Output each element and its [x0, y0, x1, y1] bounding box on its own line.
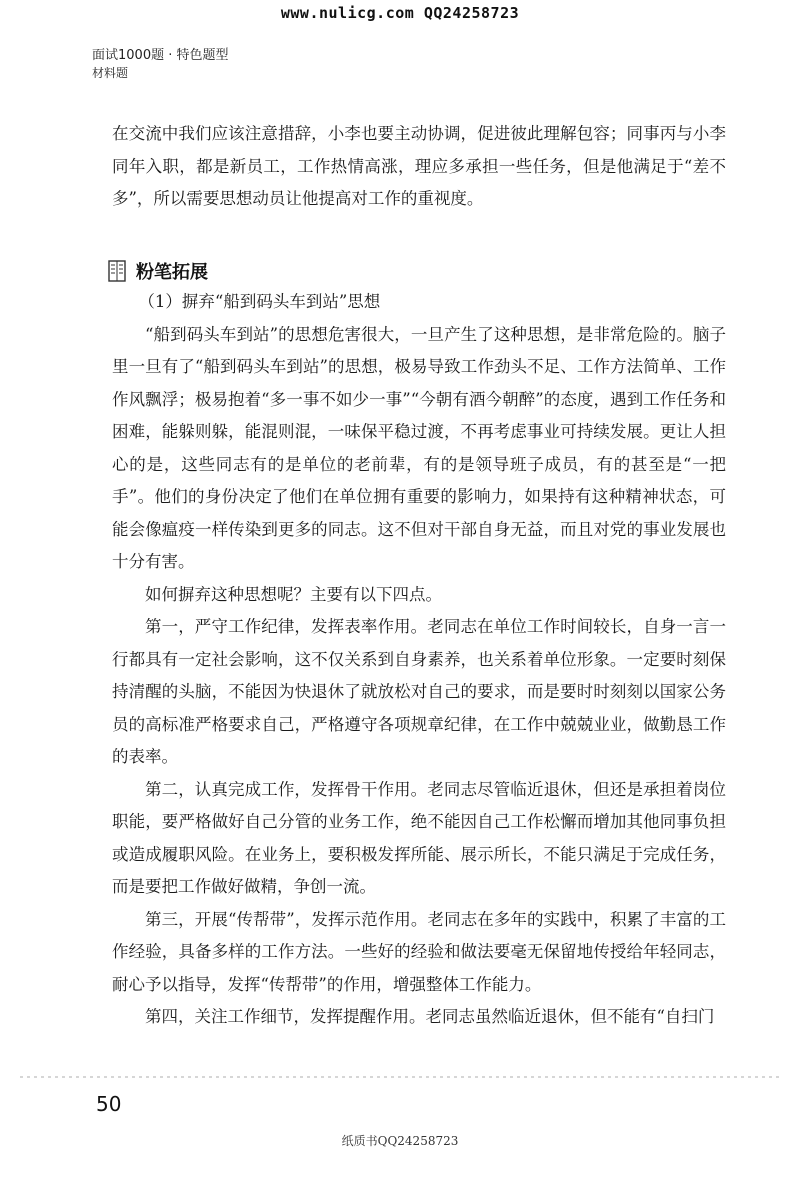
subheading-1: （1）摒弃“船到码头车到站”思想: [138, 292, 381, 311]
chalk-book-icon: [108, 260, 126, 282]
footer-watermark: 纸质书QQ24258723: [341, 1134, 459, 1148]
paragraph: 第一，严守工作纪律，发挥表率作用。老同志在单位工作时间较长，自身一言一行都具有一定社会影响，这不仅关系到自身素养，也关系着单位形象。一定要时刻保持清醒的头脑，不能因为快退休了就放松对自己的要求，而是要时时刻刻以国家公务员的高标准严格要求自己，严格遵守各项规章纪律，在工作中兢兢业业，做勤恳工作的表率。: [112, 617, 726, 766]
watermark-url: www.nulicg.com QQ24258723: [280, 4, 520, 22]
continuation-text: [112, 118, 726, 216]
continuation-paragraph: 在交流中我们应该注意措辞，小李也要主动协调，促进彼此理解包容；同事丙与小李同年入职，都是新员工，工作热情高涨，理应多承担一些任务，但是他满足于“差不多”，所以需要思想动员让他提高对工作的重视度。: [112, 124, 726, 208]
paragraph: 第四，关注工作细节，发挥提醒作用。老同志虽然临近退休，但不能有“自扫门: [145, 1007, 715, 1026]
scan-artifact-line: [20, 1076, 780, 1078]
paragraph: 如何摒弃这种思想呢？主要有以下四点。: [145, 584, 442, 604]
subsection-label: 材料题: [92, 66, 129, 80]
section-heading: [108, 258, 208, 284]
paragraph: 第二，认真完成工作，发挥骨干作用。老同志尽管临近退休，但还是承担着岗位职能，要严格做好自己分管的业务工作，绝不能因自己工作松懈而增加其他同事负担或造成履职风险。在业务上，要积极发挥所能、展示所长，不能只满足于完成任务，而是要把工作做好做精，争创一流。: [112, 779, 726, 896]
page-number: 50: [96, 1092, 122, 1116]
book-series-title: 面试1000题 · 特色题型: [92, 48, 229, 63]
section-title: 粉笔拓展: [136, 262, 208, 283]
paragraph: “船到码头车到站”的思想危害很大，一旦产生了这种思想，是非常危险的。脑子里一旦有了“船到码头车到站”的思想，极易导致工作劲头不足、工作方法简单、工作作风飘浮；极易抱着“多一事不如少一事”“今朝有酒今朝醉”的态度，遇到工作任务和困难，能躲则躲，能混则混，一味保平稳过渡，不再考虑事业可持续发展。更让人担心的是，这些同志有的是单位的老前辈，有的是领导班子成员，有的甚至是“一把手”。他们的身份决定了他们在单位拥有重要的影响力，如果持有这种精神状态，可能会像瘟疫一样传染到更多的同志。这不但对干部自身无益，而且对党的事业发展也十分有害。: [112, 324, 726, 571]
expansion-body: [112, 286, 726, 1034]
paragraph: 第三，开展“传帮带”，发挥示范作用。老同志在多年的实践中，积累了丰富的工作经验，具备多样的工作方法。一些好的经验和做法要毫无保留地传授给年轻同志，耐心予以指导，发挥“传帮带”的作用，增强整体工作能力。: [112, 909, 726, 994]
